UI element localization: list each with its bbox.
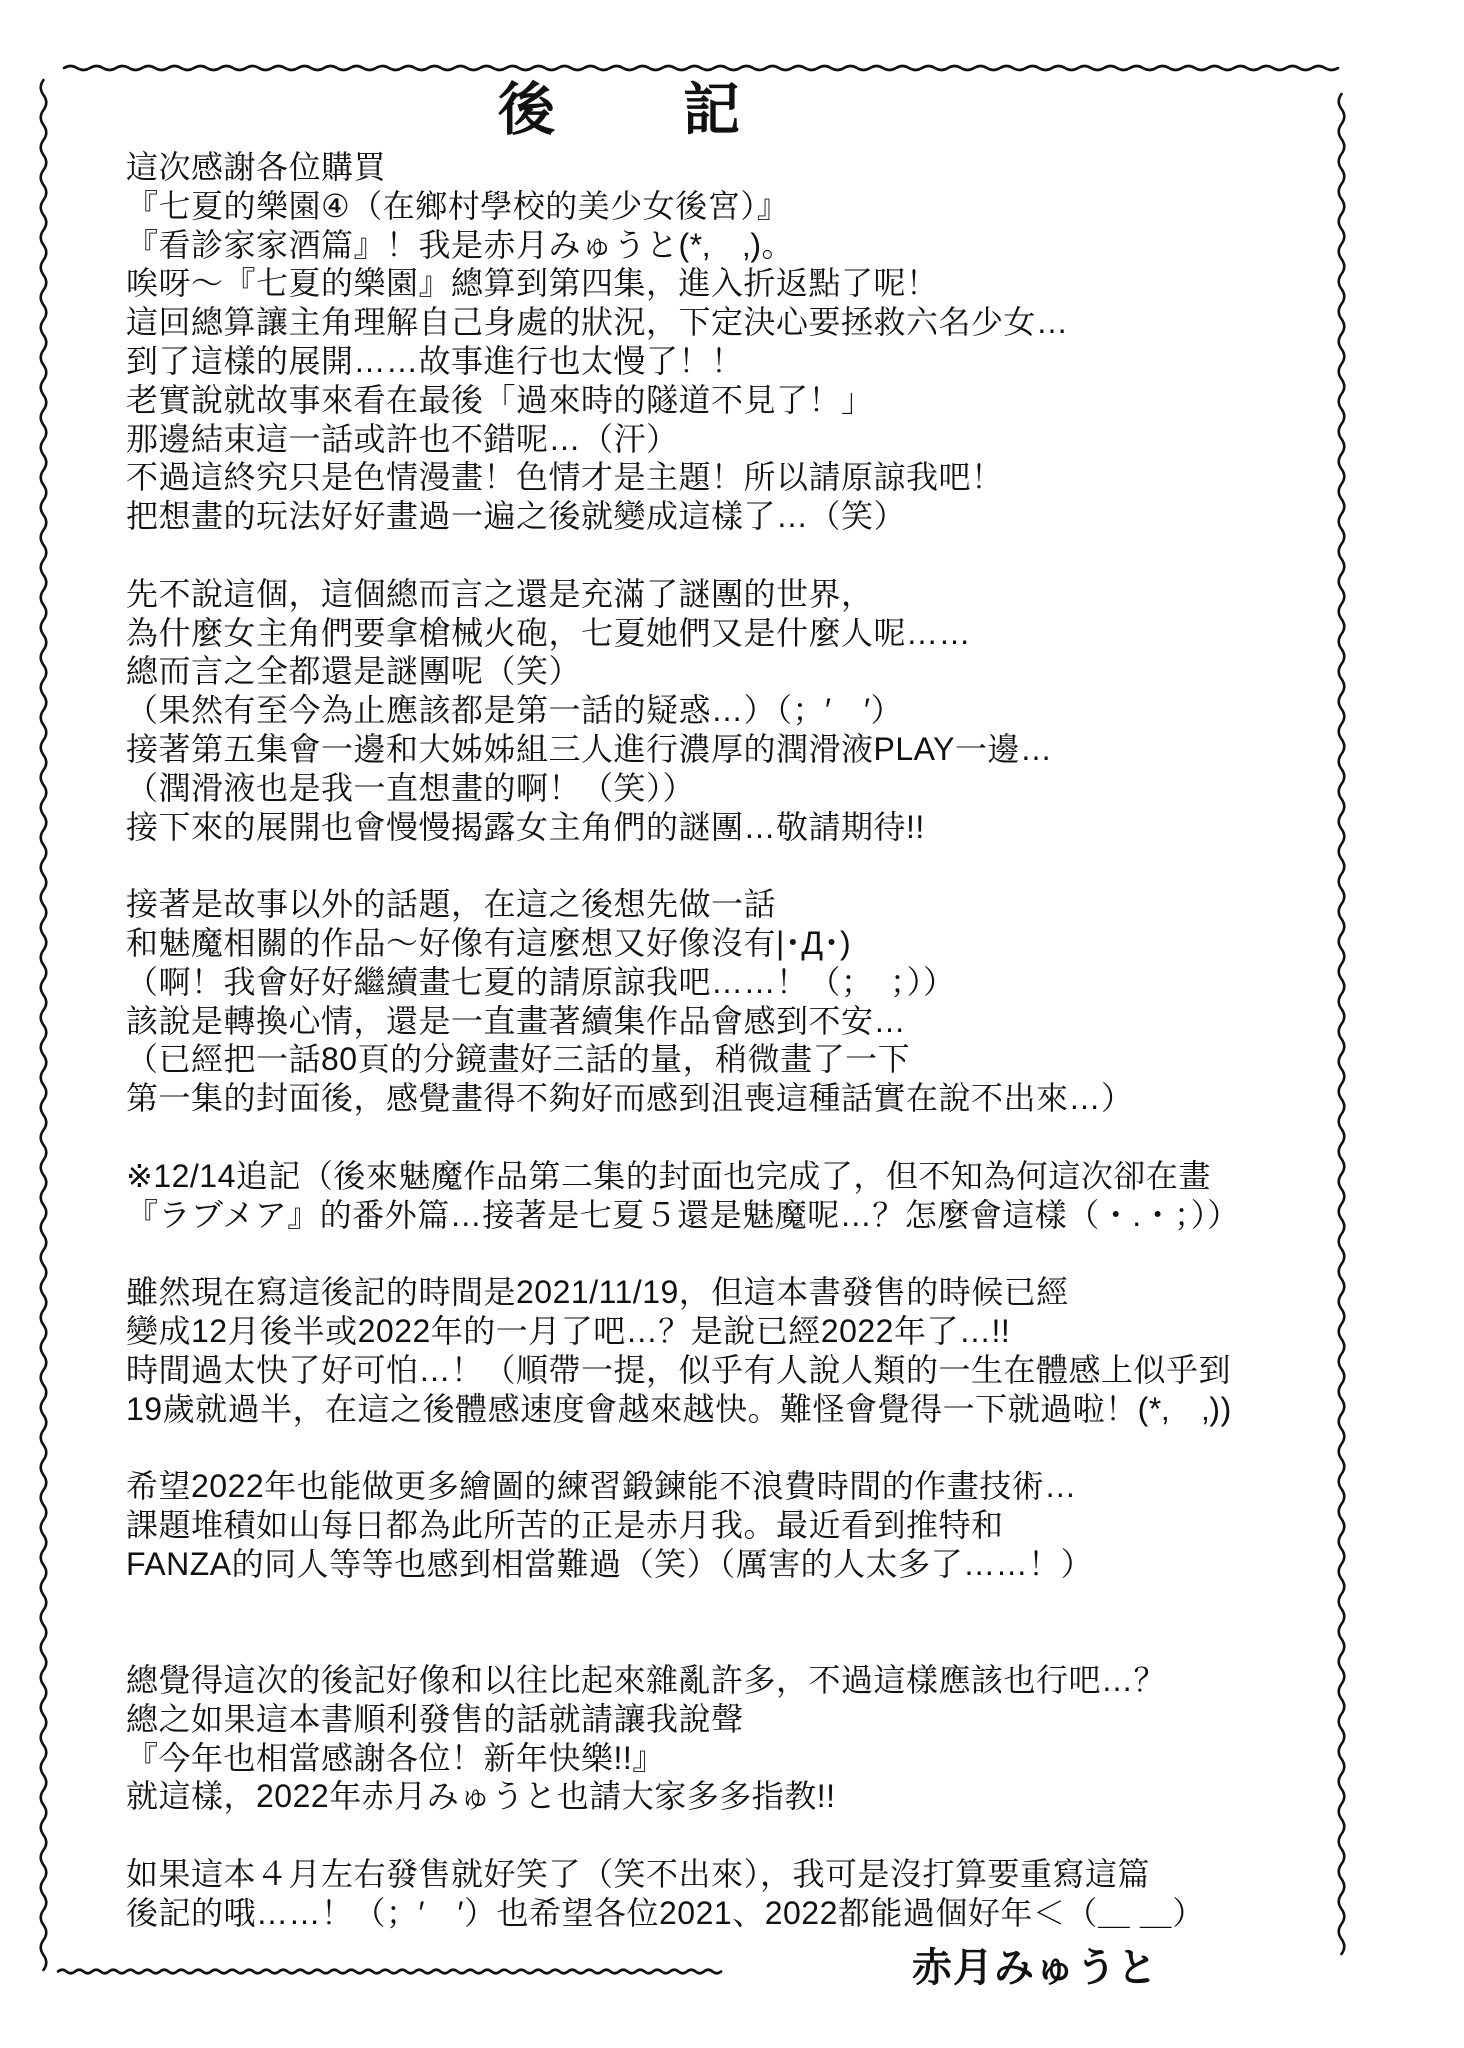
text-line: ※12/14追記（後來魅魔作品第二集的封面也完成了，但不知為何這次卻在畫 <box>126 1157 1211 1194</box>
blank-line <box>126 846 1356 885</box>
text-line: 總覺得這次的後記好像和以往比起來雜亂許多，不過這樣應該也行吧…？ <box>126 1662 1167 1699</box>
text-line: 該說是轉換心情，還是一直畫著續集作品會感到不安… <box>126 1002 907 1039</box>
text-line: （潤滑液也是我一直想畫的啊！（笑）） <box>126 769 696 806</box>
blank-line <box>126 1234 1356 1273</box>
blank-line <box>126 1622 1356 1661</box>
text-line: 雖然現在寫這後記的時間是2021/11/19，但這本書發售的時候已經 <box>126 1274 1069 1311</box>
text-line: 課題堆積如山每日都為此所苦的正是赤月我。最近看到推特和 <box>126 1506 1004 1543</box>
text-line: 『看診家家酒篇』！我是赤月みゅうと(*‚ ‚)。 <box>126 226 794 263</box>
text-line: 和魅魔相關的作品～好像有這麼想又好像沒有|･Д･) <box>126 924 852 961</box>
text-line: 到了這樣的展開……故事進行也太慢了！！ <box>126 342 744 379</box>
text-line: 就這樣，2022年赤月みゅうと也請大家多多指教!! <box>126 1778 836 1815</box>
text-line: 『七夏的樂園④（在鄉村學校的美少女後宮）』 <box>126 187 790 224</box>
text-line: 接著是故事以外的話題，在這之後想先做一話 <box>126 886 777 923</box>
text-line: （已經把一話80頁的分鏡畫好三話的量，稍微畫了一下 <box>126 1041 911 1078</box>
text-line: 希望2022年也能做更多繪圖的練習鍛鍊能不浪費時間的作畫技術… <box>126 1468 1077 1505</box>
text-line: 總而言之全都還是謎團呢（笑） <box>126 653 582 690</box>
text-line: 時間過太快了好可怕…！（順帶一提，似乎有人說人類的一生在體感上似乎到 <box>126 1351 1232 1388</box>
text-line: 不過這終究只是色情漫畫！色情才是主題！所以請原諒我吧！ <box>126 459 1004 496</box>
text-line: FANZA的同人等等也感到相當難過（笑）（厲害的人太多了……！） <box>126 1545 1094 1582</box>
blank-line <box>126 1583 1356 1622</box>
text-line: 第一集的封面後，感覺畫得不夠好而感到沮喪這種話實在說不出來…） <box>126 1080 1134 1117</box>
text-line: 為什麼女主角們要拿槍械火砲，七夏她們又是什麼人呢…… <box>126 614 972 651</box>
text-line: 19歲就過半，在這之後體感速度會越來越快。難怪會覺得一下就過啦！(*‚ ‚)) <box>126 1390 1232 1427</box>
text-line: 如果這本４月左右發售就好笑了（笑不出來），我可是沒打算要重寫這篇 <box>126 1856 1151 1893</box>
blank-line <box>126 536 1356 575</box>
afterword-title-left-char: 後 <box>498 78 555 142</box>
text-line: 『ラブメア』的番外篇…接著是七夏５還是魅魔呢…？怎麼會這樣（・.・；）） <box>126 1196 1240 1233</box>
afterword-title <box>498 78 740 142</box>
text-line: 老實說就故事來看在最後「過來時的隧道不見了！」 <box>126 381 874 418</box>
blank-line <box>126 1428 1356 1467</box>
text-line: 先不說這個，這個總而言之還是充滿了謎團的世界， <box>126 575 874 612</box>
text-line: 總之如果這本書順利發售的話就請讓我說聲 <box>126 1700 744 1737</box>
border-left-wavy-line <box>38 80 52 1958</box>
text-line: 把想畫的玩法好好畫過一遍之後就變成這樣了…（笑） <box>126 498 907 535</box>
border-top-wavy-line <box>64 64 1326 76</box>
text-line: 後記的哦……！（；′ ′）也希望各位2021、2022都能過個好年＜（＿ ＿） <box>126 1894 1205 1931</box>
text-line: 那邊結束這一話或許也不錯呢…（汗） <box>126 420 679 457</box>
text-line: 接下來的展開也會慢慢揭露女主角們的謎團…敬請期待!! <box>126 808 925 845</box>
text-line: 『今年也相當感謝各位！新年快樂!!』 <box>126 1739 665 1776</box>
text-line: 變成12月後半或2022年的一月了吧…？是說已經2022年了…!! <box>126 1312 1011 1349</box>
text-line: （啊！我會好好繼續畫七夏的請原諒我吧……！（； ；）） <box>126 963 956 1000</box>
text-line: （果然有至今為止應該都是第一話的疑惑…）（；′ ′） <box>126 692 904 729</box>
blank-line <box>126 1816 1356 1855</box>
text-line: 這次感謝各位購買 <box>126 149 387 185</box>
afterword-body <box>126 148 1356 1933</box>
afterword-title-right-char: 記 <box>683 78 740 142</box>
text-line: 唉呀～『七夏的樂園』總算到第四集，進入折返點了呢！ <box>126 265 939 302</box>
text-line: 這回總算讓主角理解自己身處的狀況，下定決心要拯救六名少女… <box>126 304 1069 341</box>
author-signature: 赤月みゅうと <box>912 1945 1158 1990</box>
text-line: 接著第五集會一邊和大姊姊組三人進行濃厚的潤滑液PLAY一邊… <box>126 730 1053 767</box>
border-bottom-wavy-line <box>58 1968 720 1978</box>
blank-line <box>126 1118 1356 1157</box>
